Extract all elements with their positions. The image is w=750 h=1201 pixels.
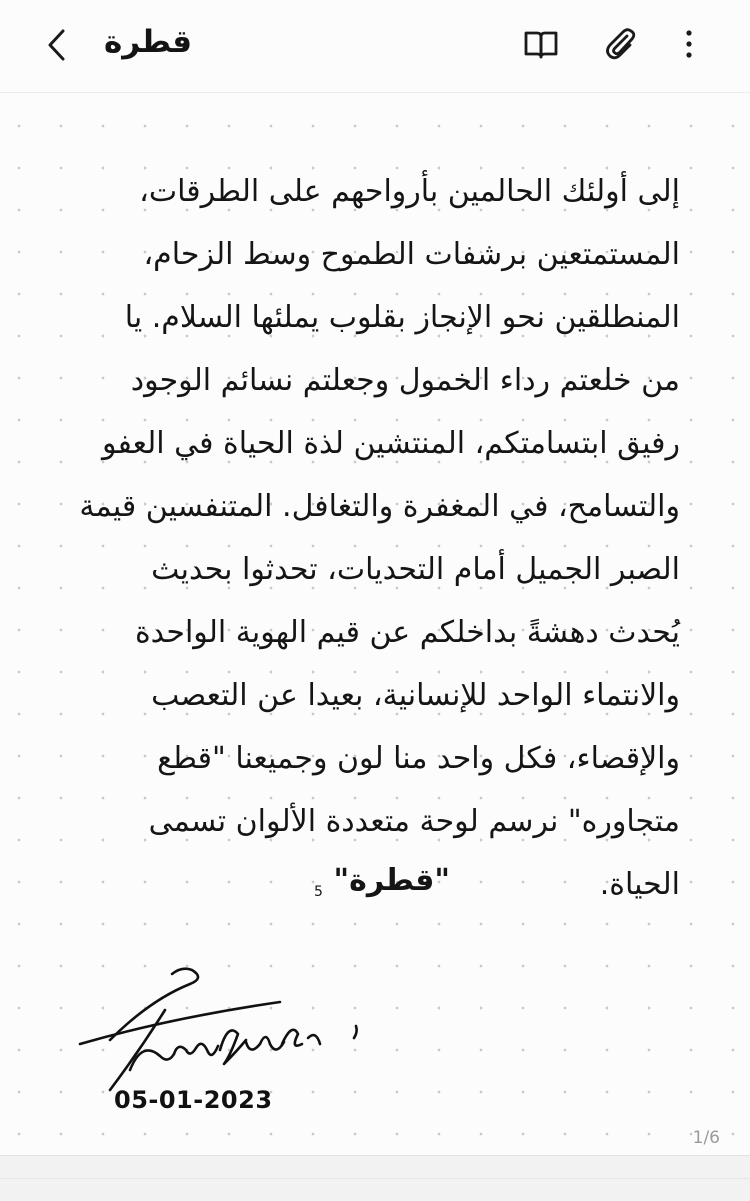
more-vertical-icon: [684, 28, 694, 60]
reading-mode-button[interactable]: [518, 21, 564, 67]
chevron-left-icon: [45, 28, 69, 62]
paperclip-icon: [603, 26, 639, 62]
handwritten-signature: [70, 960, 370, 1100]
open-book-icon: [523, 28, 559, 60]
page-indicator: 1/6: [692, 1128, 720, 1148]
note-date: 05-01-2023: [114, 1086, 273, 1114]
author-number: 5: [314, 884, 323, 900]
attach-button[interactable]: [598, 21, 644, 67]
bottom-bar: [0, 1155, 750, 1201]
note-title: قطرة: [104, 24, 193, 60]
divider: [0, 1178, 750, 1179]
more-options-button[interactable]: [666, 21, 712, 67]
back-button[interactable]: [34, 22, 80, 68]
note-body-text: إلى أولئك الحالمين بأرواحهم على الطرقات، المستمتعين برشفات الطموح وسط الزحام، المنطلقين نحو الإنجاز بقلوب يملئها السلام. يا من خلعتم رداء الخمول وجعلتم نسائم الوجود رفيق ابتسامتكم، المنتشين لذة الحياة في العفو والتسامح، في المغفرة والتغافل. المتنفسين قيمة الصبر الجميل أمام التحديات، تحدثوا بحديث يُحدث دهشةً بداخلكم عن قيم الهوية الواحدة والانتماء الواحد للإنسانية، بعيدا عن التعصب والإقصاء، فكل واحد منا لون وجميعنا "قطع متجاوره" نرسم لوحة متعددة الألوان تسمى الحياة.: [79, 174, 680, 902]
top-app-bar: [0, 0, 750, 93]
author-signature-name: "قطرة": [333, 863, 450, 898]
